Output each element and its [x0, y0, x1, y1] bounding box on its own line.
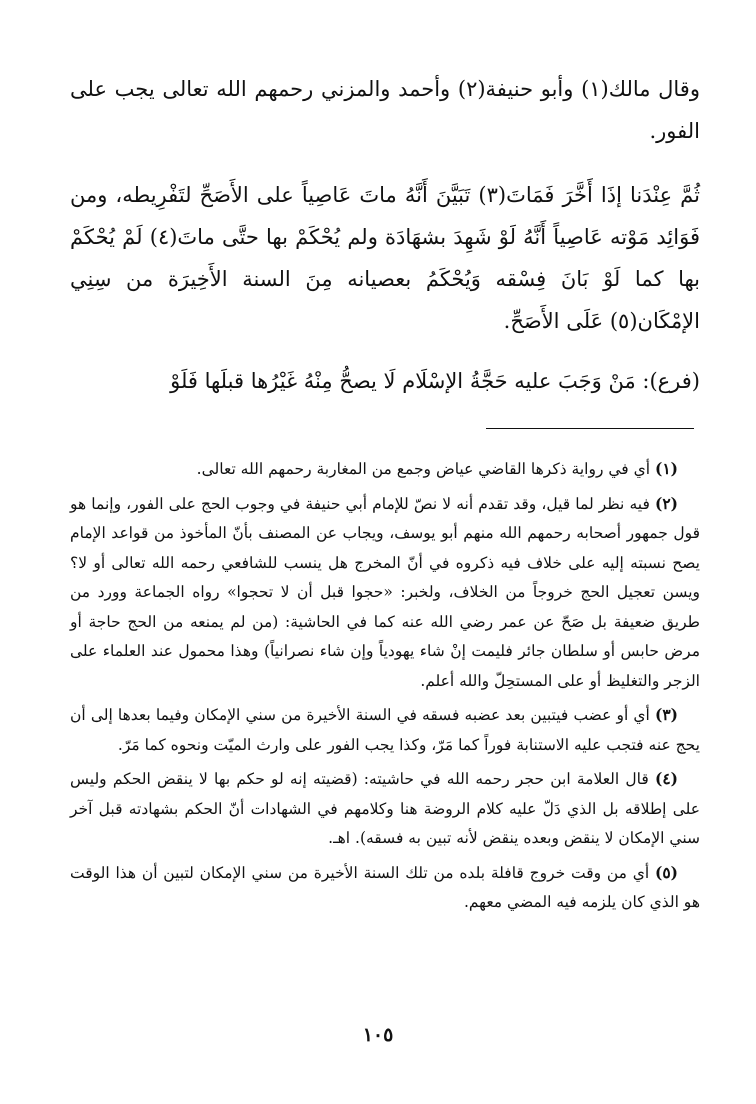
main-paragraph-1: وقال مالك(١) وأبو حنيفة(٢) وأحمد والمزني رحمهم الله تعالى يجب على الفور. [70, 77, 700, 143]
footnote-4 [70, 764, 700, 854]
footnote-number: (٢) [654, 493, 678, 513]
footnote-text: فيه نظر لما قيل، وقد تقدم أنه لا نصّ للإمام أبي حنيفة في وجوب الحج على الفور، وإنما هو قول جمهور أصحابه رحمهم الله منهم أبو يوسف، ويجاب عن المصنف بأنّ المأخوذ من قواعد الإمام يصح نسبته إليه على خلاف فيه ذكروه في أنّ المخرج هل ينسب للشافعي رحمه الله تعالى أو لا؟ ويسن تعجيل الحج خروجاً من الخلاف، ولخبر: «حجوا قبل أن لا تحجوا» رواه الجماعة وورد من طريق ضعيفة بل صَحّ عن عمر رضي الله عنه كما في الحاشية: (من لم يمنعه من الحج حاجة أو مرض حابس أو سلطان جائر فليمت إنْ شاء يهودياً وإن شاء نصرانياً) وهذا محمول عند العلماء على الزجر والتغليظ أو على المستحِلّ والله أعلم. [70, 494, 700, 690]
footnote-text: قال العلامة ابن حجر رحمه الله في حاشيته: (قضيته إنه لو حكم بها لا ينقض الحكم وليس على إطلاقه بل الذي دَلّ عليه كلام الروضة هنا وكلامهم في الشهادات أنّ الحكم بشهادته قبل آخر سني الإمكان لا ينقض وبعده ينقض لأنه تبين به فسقه). اهـ. [70, 770, 700, 847]
footnote-number: (١) [654, 459, 678, 478]
footnote-divider [486, 428, 694, 429]
footnote-number: (٣) [654, 705, 678, 724]
footnote-text: أي من وقت خروج قافلة بلده من تلك السنة الأخيرة من سني الإمكان لتبين أن هذا الوقت هو الذي كان يلزمه فيه المضي معهم. [70, 863, 700, 911]
footnote-text: أي أو عضب فيتبين بعد عضبه فسقه في السنة الأخيرة من سني الإمكان وفيما بعدها إلى أن يحج عنه فتجب عليه الاستنابة فوراً كما مَرّ، وكذا يجب الفور على وارث الميّت ونحوه كما مَرّ. [70, 706, 700, 754]
footnote-text: أي في رواية ذكرها القاضي عياض وجمع من المغاربة رحمهم الله تعالى. [196, 460, 651, 478]
main-text [70, 68, 700, 402]
footnote-1 [70, 454, 700, 485]
footnote-3 [70, 700, 700, 760]
footnote-number: (٥) [654, 862, 678, 882]
footnote-number: (٤) [654, 769, 678, 788]
footnote-2 [70, 489, 700, 697]
main-paragraph-2: ثُمَّ عِنْدَنا إذَا أَخَّرَ فَمَاتَ(٣) تَبَيَّنَ أَنَّهُ ماتَ عَاصِياً على الأَصَحِّ لتَفْرِيطه، ومن فَوَائِد مَوْته عَاصِياً أَنَّهُ لَوْ شَهِدَ بشهَادَة ولم يُحْكَمْ بها حتَّى ماتَ(٤) لَمْ يُحْكَمْ بها كما لَوْ بَانَ فِسْقه وَيُحْكَمُ بعصيانه مِنَ السنة الأَخِيرَة من سِنِي الإمْكَان(٥) عَلَى الأَصَحِّ. [70, 183, 701, 333]
page-number: ١٠٥ [362, 1024, 394, 1046]
footnotes [70, 454, 700, 922]
footnote-5 [70, 858, 700, 918]
main-paragraph-3: (فرع): مَنْ وَجَبَ عليه حَجَّةُ الإسْلَام لَا يصحُّ مِنْهُ غَيْرُها قبلَها فَلَوْ [170, 369, 700, 393]
